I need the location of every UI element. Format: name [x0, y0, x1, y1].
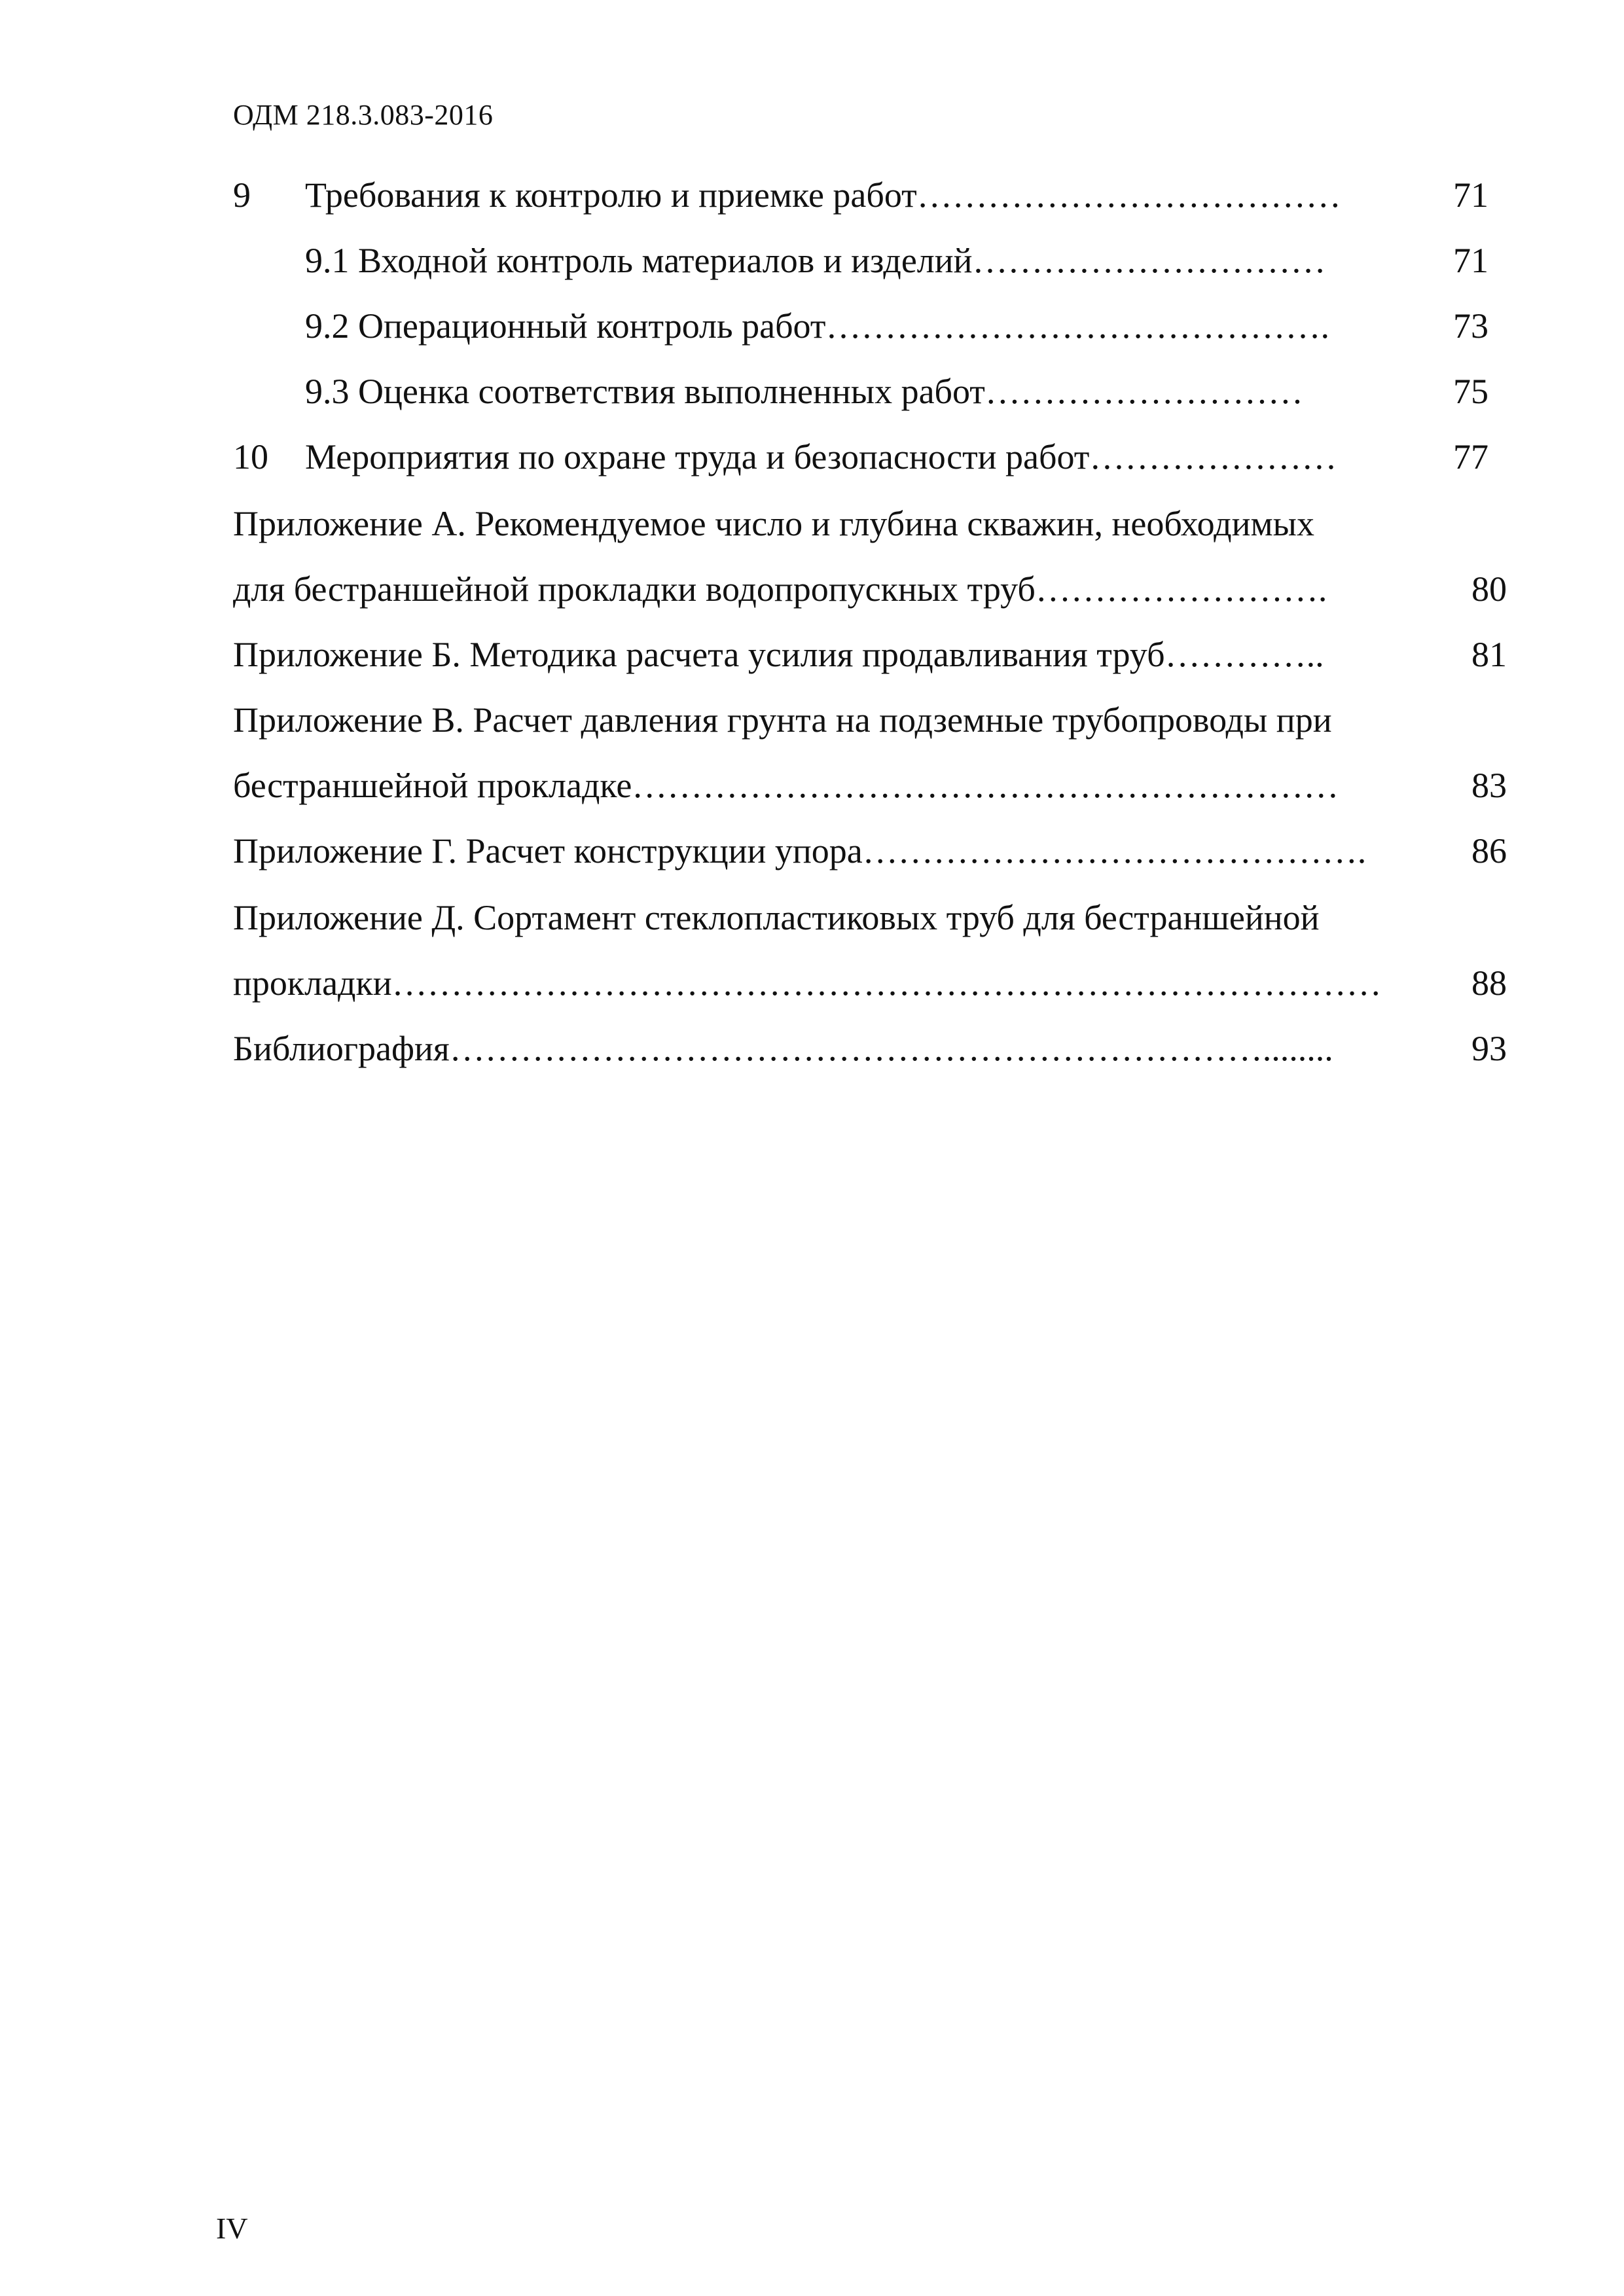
- document-code-header: ОДМ 218.3.083-2016: [233, 99, 494, 131]
- toc-page-number: 73: [1453, 306, 1489, 346]
- page-number-footer: IV: [216, 2212, 248, 2245]
- toc-entry-section-10[interactable]: Мероприятия по охране труда и безопасности работ…………………: [305, 437, 1337, 476]
- toc-entry-appendix-a-line1[interactable]: Приложение А. Рекомендуемое число и глубина скважин, необходимых: [233, 504, 1314, 543]
- toc-entry-section-9[interactable]: Требования к контролю и приемке работ………………………………: [305, 175, 1341, 215]
- toc-page-number: 71: [1453, 175, 1489, 215]
- toc-page-number: 80: [1471, 569, 1507, 609]
- toc-entry-section-9-1[interactable]: 9.1 Входной контроль материалов и изделий…………………………: [305, 241, 1326, 280]
- toc-number-10: 10: [233, 437, 268, 476]
- toc-entry-section-9-3[interactable]: 9.3 Оценка соответствия выполненных работ………………………: [305, 372, 1303, 411]
- toc-page-number: 83: [1471, 766, 1507, 805]
- toc-page-number: 88: [1471, 963, 1507, 1003]
- toc-entry-appendix-v-line2[interactable]: бестраншейной прокладке……………………………………………………: [233, 766, 1339, 805]
- toc-entry-section-9-2[interactable]: 9.2 Операционный контроль работ…………………………………….: [305, 306, 1329, 346]
- toc-entry-appendix-d-line1[interactable]: Приложение Д. Сортамент стеклопластиковых труб для бестраншейной: [233, 898, 1320, 937]
- toc-entry-appendix-b[interactable]: Приложение Б. Методика расчета усилия продавливания труб…………..: [233, 635, 1324, 674]
- toc-page-number: 71: [1453, 241, 1489, 280]
- toc-entry-appendix-d-line2[interactable]: прокладки…………………………………………………………………………: [233, 963, 1382, 1003]
- toc-page-number: 93: [1471, 1029, 1507, 1068]
- toc-page-number: 86: [1471, 831, 1507, 870]
- toc-entry-bibliography[interactable]: Библиография……………………………………………………………........: [233, 1029, 1333, 1068]
- toc-number-9: 9: [233, 175, 251, 215]
- toc-entry-appendix-g[interactable]: Приложение Г. Расчет конструкции упора…………………………………….: [233, 831, 1367, 870]
- toc-entry-appendix-a-line2[interactable]: для бестраншейной прокладки водопропускных труб…………………….: [233, 569, 1327, 609]
- toc-entry-appendix-v-line1[interactable]: Приложение В. Расчет давления грунта на подземные трубопроводы при: [233, 700, 1332, 740]
- toc-page-number: 75: [1453, 372, 1489, 411]
- toc-page-number: 77: [1453, 437, 1489, 476]
- toc-page-number: 81: [1471, 635, 1507, 674]
